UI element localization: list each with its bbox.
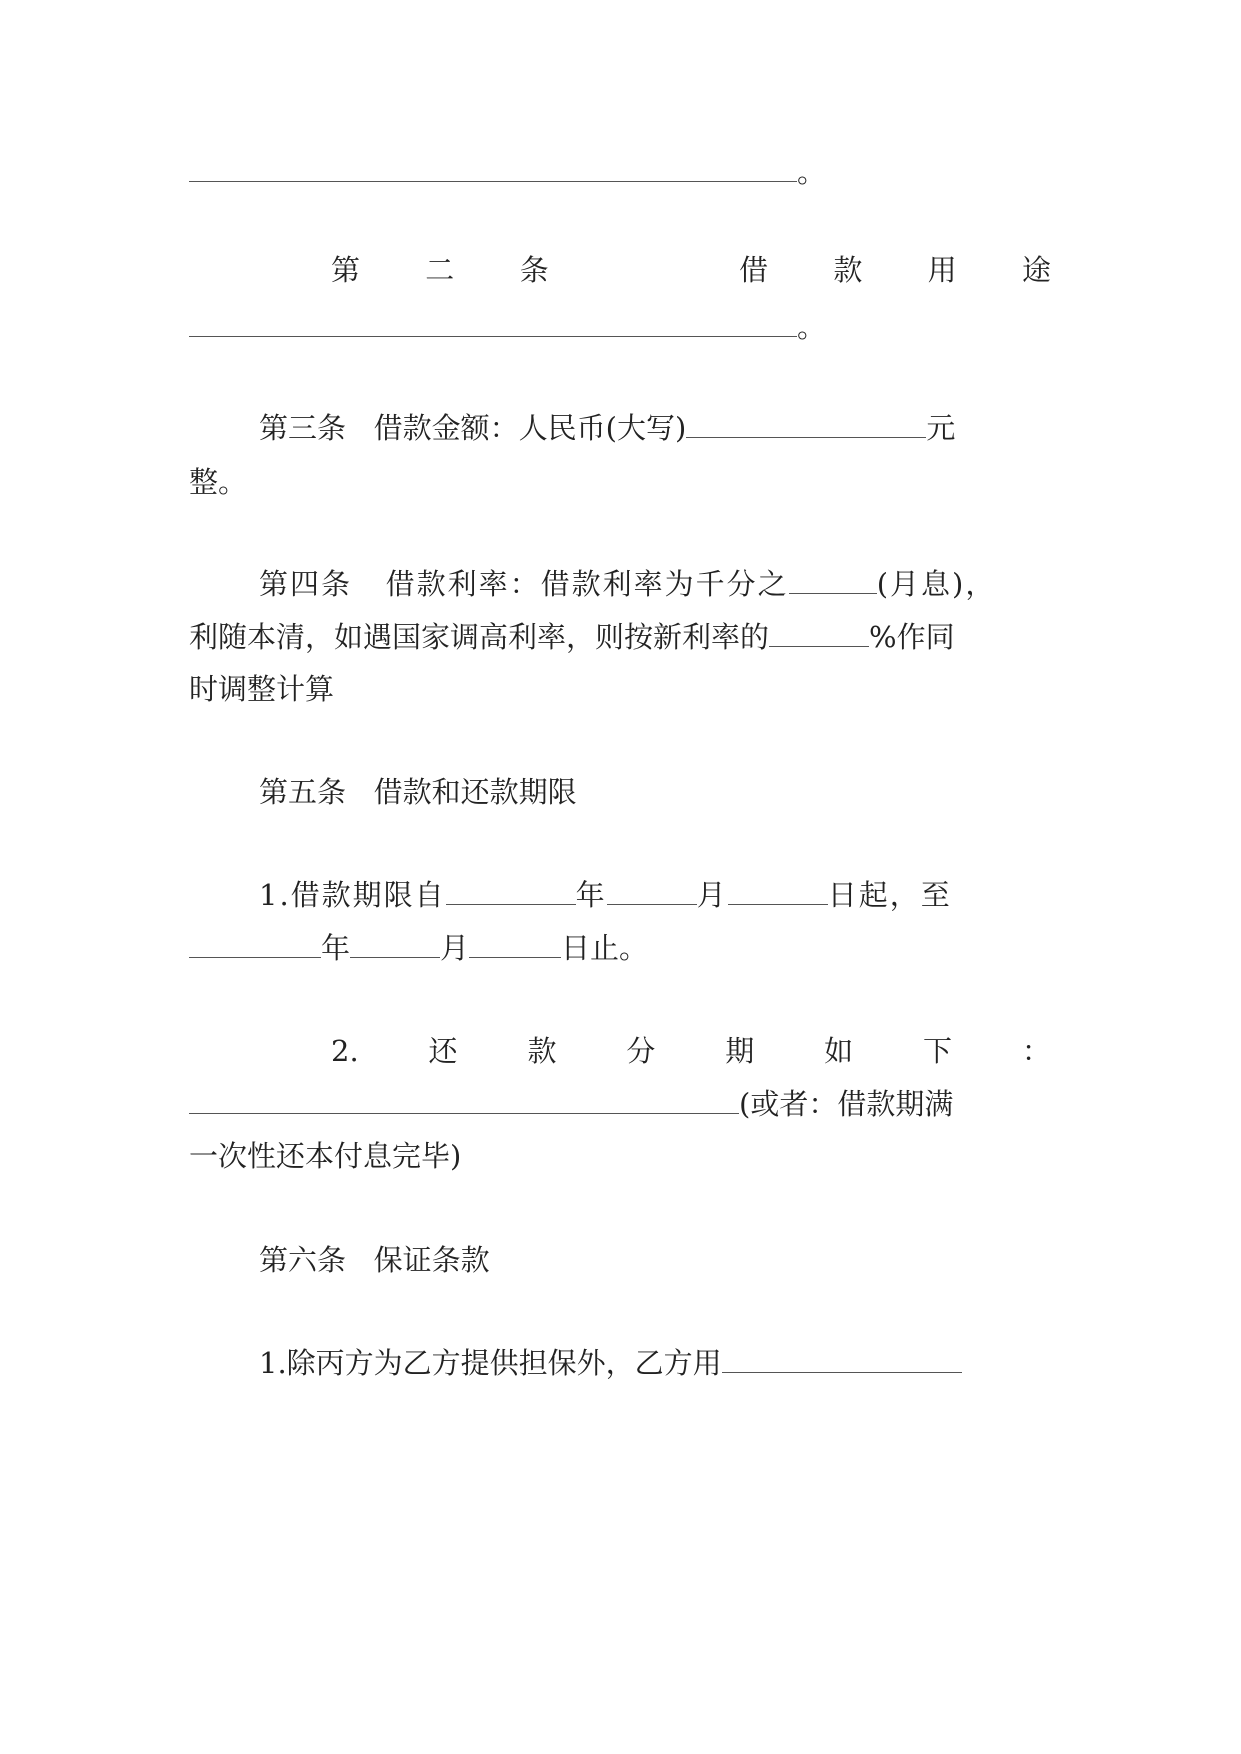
fill-blank[interactable] <box>469 931 561 958</box>
article-3-label: 第三条 <box>259 411 347 445</box>
article-5 <box>189 772 1051 812</box>
day-label: 日止。 <box>561 931 649 965</box>
article-4-cont-suffix: %作同 <box>869 620 955 654</box>
article-2-char: 借 <box>739 253 769 287</box>
year-label: 年 <box>321 931 351 965</box>
article-5-item-2 <box>189 1031 1051 1071</box>
blank-line-2 <box>189 307 1051 347</box>
item-2-char: 如 <box>824 1034 854 1068</box>
article-6 <box>189 1240 1051 1280</box>
month-label: 月 <box>696 878 728 912</box>
article-4 <box>189 564 1051 604</box>
fill-blank[interactable] <box>189 1087 739 1114</box>
article-3-cont: 整。 <box>189 465 248 499</box>
blank-line-1 <box>189 152 1051 192</box>
article-6-title: 保证条款 <box>373 1243 490 1277</box>
period: 。 <box>797 310 827 344</box>
item-2-char: 分 <box>626 1034 656 1068</box>
fill-blank[interactable] <box>722 1346 962 1373</box>
article-2-char: 条 <box>519 253 549 287</box>
article-5-item-1-cont <box>189 928 1051 968</box>
article-2-char: 第 <box>331 253 361 287</box>
article-3 <box>189 408 1051 448</box>
article-2-char: 用 <box>927 253 957 287</box>
article-6-label: 第六条 <box>259 1243 347 1277</box>
article-5-title: 借款和还款期限 <box>373 775 577 809</box>
article-2-heading <box>189 250 1051 290</box>
article-6-item-1 <box>189 1343 1051 1383</box>
fill-blank[interactable] <box>189 155 797 182</box>
article-4-suffix: (月息)， <box>876 567 997 601</box>
month-label: 月 <box>440 931 470 965</box>
document-page <box>189 0 1051 1754</box>
article-4-cont-text: 利随本清，如遇国家调高利率，则按新利率的 <box>189 620 770 654</box>
item-2-char: 期 <box>725 1034 755 1068</box>
item-text: 1.除丙方为乙方提供担保外，乙方用 <box>259 1346 722 1380</box>
item-2-char: 下 <box>923 1034 953 1068</box>
article-4-label: 第四条 <box>259 567 353 601</box>
day-label: 日起，至 <box>827 878 952 912</box>
fill-blank[interactable] <box>350 931 440 958</box>
fill-blank[interactable] <box>789 567 877 594</box>
fill-blank[interactable] <box>769 620 869 647</box>
fill-blank[interactable] <box>686 411 926 438</box>
article-2-char: 二 <box>425 253 455 287</box>
article-2-char: 款 <box>833 253 863 287</box>
period: 。 <box>797 155 827 189</box>
fill-blank[interactable] <box>189 931 321 958</box>
fill-blank[interactable] <box>189 310 797 337</box>
item-2-cont-text: (或者：借款期满 <box>739 1087 954 1121</box>
article-3-text: 借款金额：人民币(大写) <box>373 411 687 445</box>
article-5-item-1 <box>189 875 1051 915</box>
article-4-text: 借款利率：借款利率为千分之 <box>385 567 789 601</box>
item-2-char: 款 <box>527 1034 557 1068</box>
item-2-char: ： <box>1021 1034 1051 1068</box>
article-5-item-2-cont <box>189 1084 1051 1124</box>
year-label: 年 <box>575 878 607 912</box>
item-2-char: 还 <box>428 1034 458 1068</box>
article-3-suffix: 元 <box>926 411 956 445</box>
fill-blank[interactable] <box>446 878 576 905</box>
item-text: 1.借款期限自 <box>259 878 446 912</box>
article-4-cont-2: 时调整计算 <box>189 672 335 706</box>
item-2-char: 2. <box>331 1034 359 1068</box>
fill-blank[interactable] <box>728 878 828 905</box>
article-5-item-2-cont-2: 一次性还本付息完毕) <box>189 1139 462 1173</box>
article-5-label: 第五条 <box>259 775 347 809</box>
article-2-char: 途 <box>1021 253 1051 287</box>
article-4-cont-1 <box>189 617 1051 657</box>
fill-blank[interactable] <box>607 878 697 905</box>
